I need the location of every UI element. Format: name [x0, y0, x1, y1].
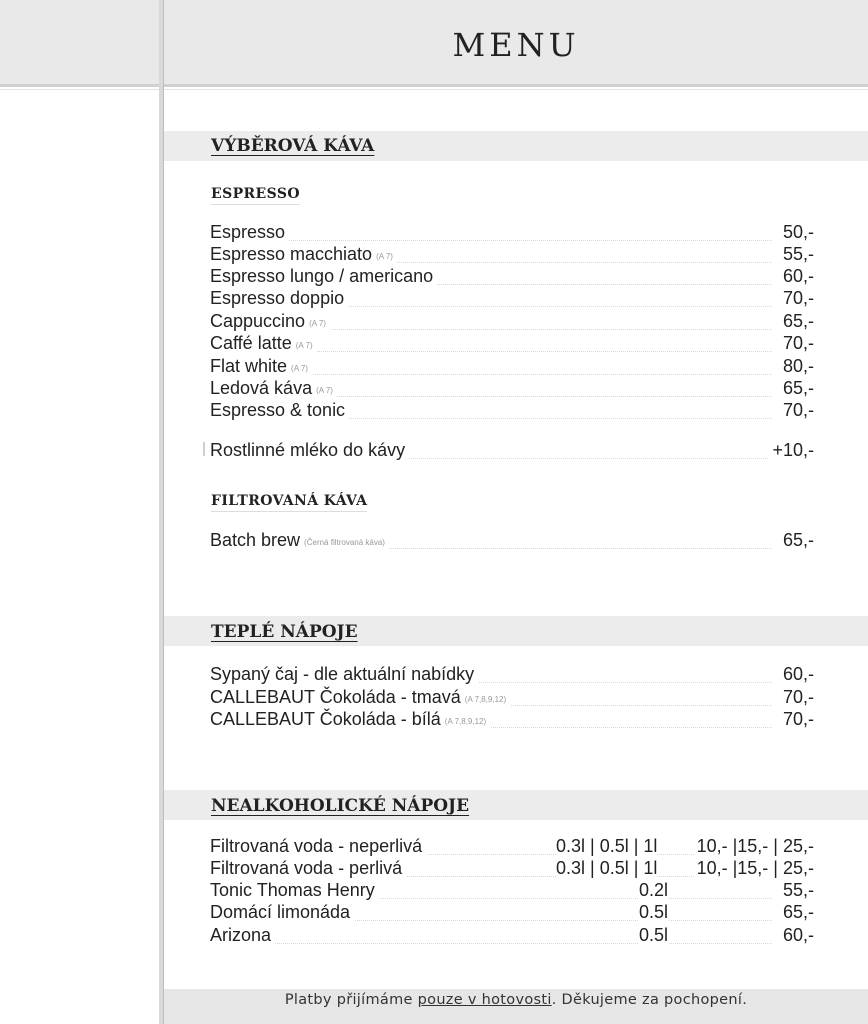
menu-item: [210, 529, 814, 551]
page-title: MENU: [452, 26, 580, 64]
item-price: 50,-: [780, 221, 814, 243]
menu-item: [210, 287, 814, 309]
item-price: 80,-: [780, 355, 814, 377]
menu-item: [210, 879, 814, 901]
item-name: Ledová káva: [210, 378, 313, 398]
menu-item: [210, 857, 814, 879]
menu-item: [210, 924, 814, 946]
item-name: Filtrovaná voda - perlivá: [210, 858, 406, 878]
allergen-tag: (A 7,8,9,12): [464, 695, 507, 704]
menu-item: [210, 399, 814, 421]
item-name: Domácí limonáda: [210, 902, 354, 922]
section-title-coffee: VÝBĚROVÁ KÁVA: [211, 136, 375, 156]
header-divider-thin: [0, 89, 868, 90]
item-name: Flat white: [210, 356, 288, 376]
item-price: 65,-: [780, 529, 814, 551]
item-note: (Černá filtrovaná káva): [304, 538, 385, 547]
menu-item: [210, 901, 814, 923]
menu-item: [210, 355, 814, 377]
item-volume: 0.3l | 0.5l | 1l: [556, 836, 658, 856]
item-price: 10,- |15,- | 25,-: [694, 857, 814, 879]
item-price: 55,-: [780, 243, 814, 265]
payment-note: Platby přijímáme pouze v hotovosti. Děkujeme za pochopení.: [284, 992, 748, 1008]
menu-item: [210, 377, 814, 399]
item-price: 70,-: [780, 686, 814, 708]
allergen-tag: (A 7): [376, 252, 393, 261]
item-name: Espresso: [210, 222, 289, 242]
item-price: 60,-: [780, 265, 814, 287]
menu-item: [210, 221, 814, 243]
item-price: 65,-: [780, 377, 814, 399]
item-volume: 0.2l: [639, 880, 669, 900]
subsection-title-filter: FILTROVANÁ KÁVA: [211, 493, 367, 509]
allergen-tag: (A 7): [316, 386, 333, 395]
item-name: Batch brew: [210, 530, 301, 550]
item-price: 65,-: [780, 901, 814, 923]
section-title-soft: NEALKOHOLICKÉ NÁPOJE: [211, 796, 470, 816]
item-price: 70,-: [780, 332, 814, 354]
menu-item: [210, 686, 814, 708]
item-name: Espresso macchiato: [210, 244, 373, 264]
item-price: 70,-: [780, 399, 814, 421]
item-volume: 0.5l: [639, 902, 669, 922]
item-price: 70,-: [780, 287, 814, 309]
item-name: Espresso lungo / americano: [210, 266, 437, 286]
menu-item: [210, 243, 814, 265]
item-name: Arizona: [210, 925, 275, 945]
item-name: Caffé latte: [210, 333, 292, 353]
allergen-tag: (A 7): [309, 319, 326, 328]
item-price: 10,- |15,- | 25,-: [694, 835, 814, 857]
menu-item: [210, 835, 814, 857]
menu-item: [210, 332, 814, 354]
item-name: CALLEBAUT Čokoláda - tmavá: [210, 687, 461, 707]
item-name: Sypaný čaj - dle aktuální nabídky: [210, 664, 478, 684]
item-name: Filtrovaná voda - neperlivá: [210, 836, 426, 856]
menu-item: [210, 310, 814, 332]
menu-item-extra: [210, 439, 814, 461]
item-volume: 0.3l | 0.5l | 1l: [556, 858, 658, 878]
item-price: 60,-: [780, 924, 814, 946]
section-title-hot: TEPLÉ NÁPOJE: [211, 622, 358, 642]
menu-item: [210, 708, 814, 730]
allergen-tag: (A 7): [295, 341, 313, 350]
item-price: 55,-: [780, 879, 814, 901]
item-volume: 0.5l: [639, 925, 669, 945]
item-price: 65,-: [780, 310, 814, 332]
bullet-mark: [203, 442, 205, 456]
allergen-tag: (A 7): [291, 364, 308, 373]
item-name: Rostlinné mléko do kávy: [210, 440, 409, 460]
item-name: Espresso & tonic: [210, 400, 349, 420]
item-name: CALLEBAUT Čokoláda - bílá: [210, 709, 441, 729]
payment-note-emphasis: pouze v hotovosti: [417, 992, 552, 1008]
item-name: Espresso doppio: [210, 288, 348, 308]
item-name: Tonic Thomas Henry: [210, 880, 379, 900]
item-name: Cappuccino: [210, 311, 306, 331]
allergen-tag: (A 7,8,9,12): [444, 717, 487, 726]
item-price: 60,-: [780, 663, 814, 685]
subsection-title-espresso: ESPRESSO: [211, 186, 300, 202]
menu-item: [210, 663, 814, 685]
menu-item: [210, 265, 814, 287]
header-divider: [0, 84, 868, 87]
item-price: +10,-: [769, 439, 814, 461]
item-price: 70,-: [780, 708, 814, 730]
